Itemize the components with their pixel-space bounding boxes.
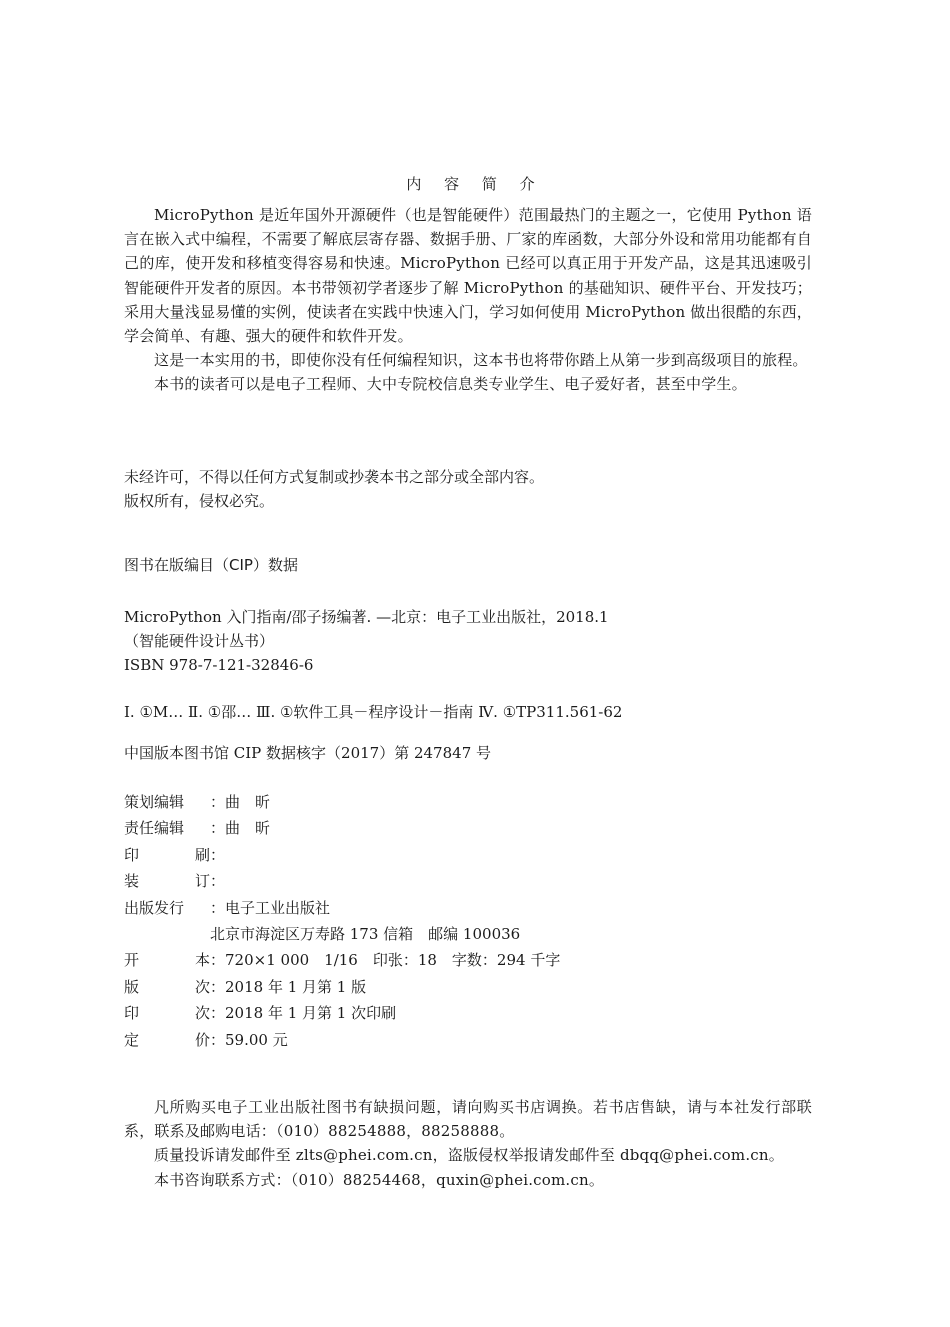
spec-label: 责任编辑 bbox=[124, 819, 185, 838]
spec-label-char: 开 bbox=[124, 951, 140, 970]
spec-label bbox=[124, 842, 210, 868]
footer-paragraph: 凡所购买电子工业出版社图书有缺损问题，请向购买书店调换。若书店售缺，请与本社发行部联系，联系及邮购电话：（010）88254888，88258888。 bbox=[124, 1098, 812, 1141]
spec-row-address bbox=[124, 921, 812, 947]
spec-label-char: 次 bbox=[194, 1004, 210, 1023]
spec-row-planning-editor: 策划编辑 ： 曲 昕 bbox=[124, 789, 812, 815]
spec-label bbox=[124, 1000, 210, 1026]
spec-row-publisher: 出版发行 ： 电子工业出版社 bbox=[124, 895, 812, 921]
spec-label-char: 本 bbox=[194, 951, 210, 970]
cip-classification-block bbox=[124, 700, 812, 724]
spec-row-edition: 版 次 ： 2018 年 1 月第 1 版 bbox=[124, 974, 812, 1000]
spec-value: 北京市海淀区万寿路 173 信箱 邮编 100036 bbox=[210, 925, 521, 944]
spec-label-char: 印 bbox=[124, 845, 140, 864]
spec-label-char: 次 bbox=[194, 977, 210, 996]
cip-approval: 中国版本图书馆 CIP 数据核字（2017）第 247847 号 bbox=[124, 744, 492, 762]
spec-value: 2018 年 1 月第 1 次印刷 bbox=[225, 1004, 397, 1023]
spec-label-char: 订 bbox=[194, 872, 210, 891]
spec-label: 策划编辑 bbox=[124, 793, 185, 811]
cip-heading: 图书在版编目（CIP）数据 bbox=[124, 556, 298, 574]
spec-value bbox=[225, 868, 812, 894]
spec-label-char: 版 bbox=[124, 977, 140, 996]
copyright-line: 未经许可，不得以任何方式复制或抄袭本书之部分或全部内容。 bbox=[124, 468, 545, 486]
cip-approval-block bbox=[124, 741, 812, 765]
spec-row-binding: 装 订 ： bbox=[124, 868, 812, 894]
spec-label bbox=[124, 1027, 210, 1053]
spec-value: 720×1 000 1/16 印张：18 字数：294 千字 bbox=[225, 951, 561, 970]
cip-record bbox=[124, 605, 812, 677]
footer-paragraph: 质量投诉请发邮件至 zlts@phei.com.cn，盗版侵权举报请发邮件至 dbqq@phei.com.cn。 bbox=[154, 1146, 784, 1165]
spec-label-char: 定 bbox=[124, 1030, 140, 1049]
spec-label-char: 价 bbox=[194, 1030, 210, 1049]
cip-record-line: （智能硬件设计丛书） bbox=[124, 632, 275, 650]
spec-label bbox=[124, 868, 210, 894]
publication-specs bbox=[124, 789, 812, 1053]
spec-value: 2018 年 1 月第 1 版 bbox=[225, 977, 367, 996]
cip-record-line: ISBN 978-7-121-32846-6 bbox=[124, 656, 314, 674]
spec-value bbox=[225, 842, 812, 868]
intro-paragraph: MicroPython 是近年国外开源硬件（也是智能硬件）范围最热门的主题之一，它使用 Python 语言在嵌入式中编程，不需要了解底层寄存器、数据手册、厂家的库函数，大部分外设和常用功能都有自己的库，使开发和移植变得容易和快速。MicroPython 已经可以真正用于开发产品，这是其迅速吸引智能硬件开发者的原因。本书带领初学者逐步了解 MicroPython 的基础知识、硬件平台、开发技巧；采用大量浅显易懂的实例，使读者在实践中快速入门，学习如何使用 MicroPython 做出很酷的东西，学会简单、有趣、强大的硬件和软件开发。 bbox=[124, 206, 812, 346]
spec-label bbox=[124, 947, 210, 973]
spec-row-responsible-editor: 责任编辑 ： 曲 昕 bbox=[124, 815, 812, 841]
copyright-notice bbox=[124, 465, 812, 513]
footer-notice bbox=[124, 1095, 812, 1192]
intro-paragraph: 本书的读者可以是电子工程师、大中专院校信息类专业学生、电子爱好者，甚至中学生。 bbox=[154, 375, 747, 394]
spec-value: 电子工业出版社 bbox=[225, 898, 331, 917]
cip-section bbox=[124, 553, 812, 577]
spec-value: 59.00 元 bbox=[225, 1030, 288, 1049]
copyright-line: 版权所有，侵权必究。 bbox=[124, 492, 275, 510]
footer-paragraph: 本书咨询联系方式：（010）88254468，quxin@phei.com.cn。 bbox=[154, 1170, 605, 1189]
spec-label-char: 印 bbox=[124, 1004, 140, 1023]
spec-label: 出版发行 bbox=[124, 898, 185, 917]
spec-row-printing: 印 刷 ： bbox=[124, 842, 812, 868]
cip-record-line: MicroPython 入门指南/邵子扬编著. —北京：电子工业出版社，2018.1 bbox=[124, 608, 609, 626]
spec-row-format: 开 本 ： 720×1 000 1/16 印张：18 字数：294 千字 bbox=[124, 947, 812, 973]
spec-value: 曲 昕 bbox=[225, 819, 271, 838]
intro-paragraph: 这是一本实用的书，即使你没有任何编程知识，这本书也将带你踏上从第一步到高级项目的旅程。 bbox=[154, 351, 808, 370]
cip-classification: Ⅰ. ①M… Ⅱ. ①邵… Ⅲ. ①软件工具－程序设计－指南 Ⅳ. ①TP311.561-62 bbox=[124, 703, 623, 721]
intro-title: 内 容 简 介 bbox=[406, 175, 544, 193]
spec-value: 曲 昕 bbox=[225, 793, 271, 811]
spec-row-price: 定 价 ： 59.00 元 bbox=[124, 1027, 812, 1053]
spec-label bbox=[124, 974, 210, 1000]
intro-body bbox=[124, 203, 812, 397]
spec-label-char: 刷 bbox=[194, 845, 210, 864]
spec-label-char: 装 bbox=[124, 872, 140, 891]
spec-row-impression: 印 次 ： 2018 年 1 月第 1 次印刷 bbox=[124, 1000, 812, 1026]
